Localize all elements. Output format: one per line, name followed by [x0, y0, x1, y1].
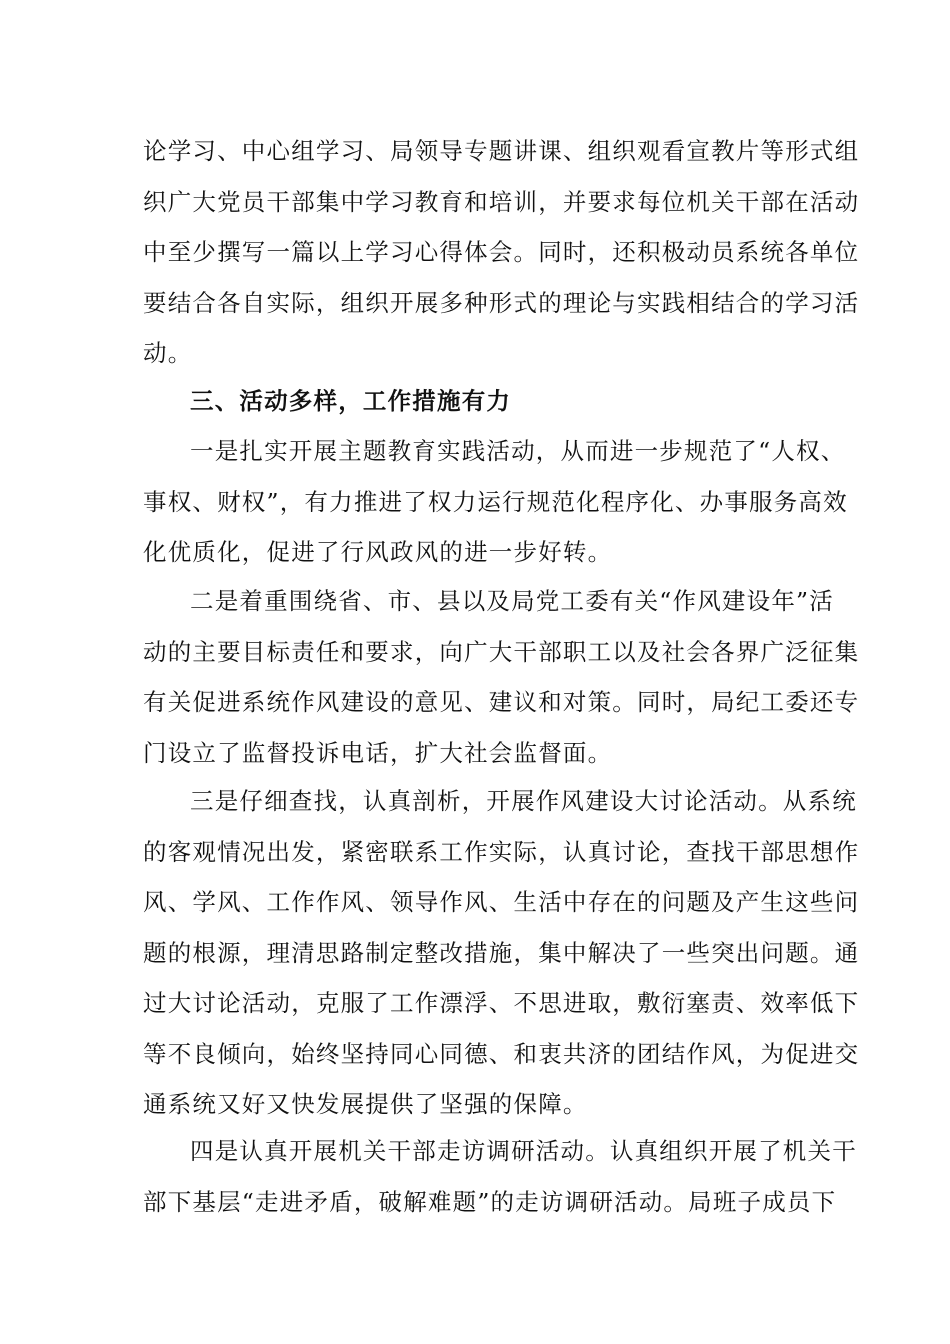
paragraph-three — [143, 776, 860, 1130]
section-heading — [143, 376, 809, 427]
text-line: 风、学风、工作作风、领导作风、生活中存在的问题及产生这些问 — [143, 888, 860, 916]
text-line: 动。 — [143, 339, 193, 367]
text-line: 化优质化，促进了行风政风的进一步好转。 — [143, 538, 613, 566]
text-line: 的客观情况出发，紧密联系工作实际，认真讨论，查找干部思想作 — [143, 837, 860, 866]
text-line: 题的根源，理清思路制定整改措施，集中解决了一些突出问题。通 — [143, 938, 860, 967]
heading-text: 三、活动多样，工作措施有力 — [190, 387, 512, 415]
text-line: 织广大党员干部集中学习教育和培训，并要求每位机关干部在活动 — [143, 187, 860, 216]
text-line: 门设立了监督投诉电话，扩大社会监督面。 — [143, 738, 613, 767]
text-line: 四是认真开展机关干部走访调研活动。认真组织开展了机关干 — [190, 1137, 857, 1165]
text-line: 部下基层“走进矛盾，破解难题”的走访调研活动。局班子成员下 — [143, 1187, 837, 1216]
text-line: 论学习、中心组学习、局领导专题讲课、组织观看宣教片等形式组 — [143, 137, 860, 165]
text-line: 等不良倾向，始终坚持同心同德、和衷共济的团结作风，为促进交 — [143, 1039, 860, 1068]
text-line: 三是仔细查找，认真剖析，开展作风建设大讨论活动。从系统 — [190, 787, 857, 815]
paragraph-one — [143, 426, 848, 578]
text-line: 要结合各自实际，组织开展多种形式的理论与实践相结合的学习活 — [143, 288, 860, 317]
text-line: 过大讨论活动，克服了工作漂浮、不思进取，敷衍塞责、效率低下 — [143, 989, 860, 1017]
paragraph-four — [143, 1126, 857, 1227]
text-line: 有关促进系统作风建设的意见、建议和对策。同时，局纪工委还专 — [143, 688, 860, 716]
text-line: 二是着重围绕省、市、县以及局党工委有关“作风建设年”活 — [190, 587, 834, 615]
text-line: 中至少撰写一篇以上学习心得体会。同时，还积极动员系统各单位 — [143, 238, 860, 266]
paragraph-continuation — [143, 126, 860, 379]
text-line: 通系统又好又快发展提供了坚强的保障。 — [143, 1090, 588, 1118]
text-line: 事权、财权”，有力推进了权力运行规范化程序化、办事服务高效 — [143, 487, 848, 516]
paragraph-two — [143, 576, 860, 778]
text-line: 一是扎实开展主题教育实践活动，从而进一步规范了“人权、 — [190, 437, 846, 465]
text-line: 动的主要目标责任和要求，向广大干部职工以及社会各界广泛征集 — [143, 637, 860, 666]
